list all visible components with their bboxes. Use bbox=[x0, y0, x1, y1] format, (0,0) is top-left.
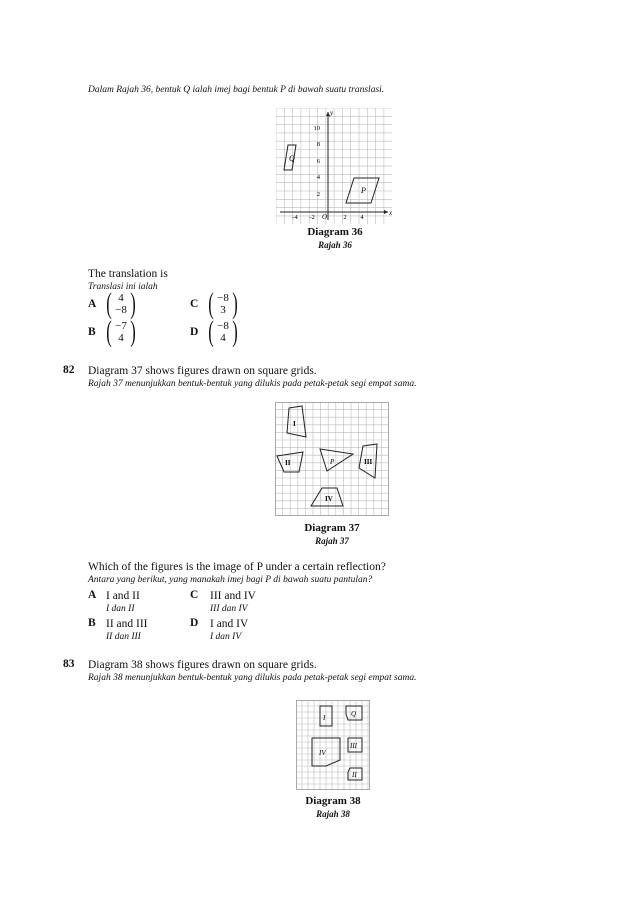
shape-i-label: I bbox=[293, 420, 296, 428]
x-tick-neg4: -4 bbox=[292, 214, 298, 221]
shape-i-label: I bbox=[323, 714, 326, 722]
diagram-37-caption: Diagram 37 bbox=[304, 522, 360, 534]
y-tick-10: 10 bbox=[313, 125, 320, 132]
shape-q-label: Q bbox=[351, 710, 357, 718]
diagram-38 bbox=[296, 700, 370, 790]
q82-number: 82 bbox=[63, 364, 75, 376]
paren-left-icon: ( bbox=[106, 287, 112, 320]
diagram-36-caption: Diagram 36 bbox=[307, 226, 363, 238]
q81-stem-ms: Dalam Rajah 36, bentuk Q ialah imej bagi bentuk P di bawah suatu translasi. bbox=[88, 85, 385, 95]
q82-option-b-text-ms: II dan III bbox=[106, 632, 141, 642]
origin-label: O bbox=[322, 213, 328, 221]
diagram-38-caption: Diagram 38 bbox=[305, 795, 361, 807]
paren-left-icon: ( bbox=[208, 315, 214, 348]
q83-stem: Diagram 38 shows figures drawn on square grids. bbox=[88, 659, 317, 671]
q82-option-c-text[interactable]: III and IV bbox=[210, 590, 256, 602]
q82-option-b-letter[interactable]: B bbox=[88, 617, 96, 629]
q81-prompt: The translation is bbox=[88, 268, 168, 280]
shape-iii-label: III bbox=[350, 742, 357, 750]
q82-option-d-text-ms: I dan IV bbox=[210, 632, 242, 642]
diagram-37 bbox=[275, 402, 389, 516]
shape-iv-label: IV bbox=[319, 749, 326, 757]
x-tick-2: 2 bbox=[343, 214, 347, 221]
y-tick-4: 4 bbox=[316, 174, 320, 181]
q82-option-d-letter[interactable]: D bbox=[190, 617, 199, 629]
q82-option-c-text-ms: III dan IV bbox=[210, 604, 248, 614]
x-tick-4: 4 bbox=[360, 214, 364, 221]
q83-number: 83 bbox=[63, 658, 75, 670]
q82-question-ms: Antara yang berikut, yang manakah imej bagi P di bawah suatu pantulan? bbox=[88, 575, 373, 585]
y-tick-6: 6 bbox=[316, 158, 320, 165]
q82-option-d-text[interactable]: I and IV bbox=[210, 618, 249, 630]
shape-p bbox=[320, 449, 353, 471]
x-tick-neg2: -2 bbox=[309, 214, 315, 221]
q81-option-b-vector[interactable]: ( −7 4 ) bbox=[106, 315, 136, 348]
grid bbox=[276, 108, 392, 224]
q82-option-c-letter[interactable]: C bbox=[190, 589, 199, 601]
q81-option-c-vector[interactable]: ( −8 3 ) bbox=[208, 287, 238, 320]
paren-right-icon: ) bbox=[130, 315, 136, 348]
shape-q-label: Q bbox=[289, 154, 295, 163]
shape-ii-label: II bbox=[285, 459, 291, 467]
q81-option-c-letter[interactable]: C bbox=[190, 298, 199, 310]
x-arrow-icon bbox=[384, 210, 388, 214]
q82-option-a-text-ms: I dan II bbox=[106, 604, 135, 614]
paren-right-icon: ) bbox=[232, 287, 238, 320]
q81-option-a-vector[interactable]: ( 4 −8 ) bbox=[106, 287, 136, 320]
x-axis-label: x bbox=[389, 209, 392, 217]
shape-iii-label: III bbox=[364, 458, 373, 466]
shape-iv-label: IV bbox=[325, 495, 333, 503]
q82-stem-ms: Rajah 37 menunjukkan bentuk-bentuk yang dilukis pada petak-petak segi empat sama. bbox=[88, 379, 417, 389]
q83-stem-ms: Rajah 38 menunjukkan bentuk-bentuk yang dilukis pada petak-petak segi empat sama. bbox=[88, 673, 417, 683]
q81-option-a-letter[interactable]: A bbox=[88, 298, 97, 310]
diagram-37-caption-ms: Rajah 37 bbox=[315, 536, 349, 546]
q81-prompt-ms: Translasi ini ialah bbox=[88, 282, 158, 292]
q81-option-d-vector[interactable]: ( −8 4 ) bbox=[208, 315, 238, 348]
shape-p-label: P bbox=[330, 458, 335, 466]
q82-stem: Diagram 37 shows figures drawn on square grids. bbox=[88, 365, 317, 377]
q82-option-a-text[interactable]: I and II bbox=[106, 590, 140, 602]
diagram-36-caption-ms: Rajah 36 bbox=[318, 240, 352, 250]
q81-option-d-letter[interactable]: D bbox=[190, 326, 199, 338]
shape-ii-label: II bbox=[352, 771, 357, 779]
y-tick-8: 8 bbox=[316, 141, 320, 148]
q82-question: Which of the figures is the image of P under a certain reflection? bbox=[88, 561, 386, 573]
shape-p-label: P bbox=[361, 186, 366, 195]
paren-right-icon: ) bbox=[130, 287, 136, 320]
q81-option-b-letter[interactable]: B bbox=[88, 326, 96, 338]
diagram-36 bbox=[276, 108, 392, 224]
paren-right-icon: ) bbox=[232, 315, 238, 348]
q82-option-b-text[interactable]: II and III bbox=[106, 618, 148, 630]
grid bbox=[296, 700, 370, 790]
paren-left-icon: ( bbox=[106, 315, 112, 348]
y-axis-label: y bbox=[330, 109, 334, 117]
y-tick-2: 2 bbox=[316, 191, 320, 198]
paren-left-icon: ( bbox=[208, 287, 214, 320]
diagram-38-caption-ms: Rajah 38 bbox=[316, 809, 350, 819]
q82-option-a-letter[interactable]: A bbox=[88, 589, 97, 601]
